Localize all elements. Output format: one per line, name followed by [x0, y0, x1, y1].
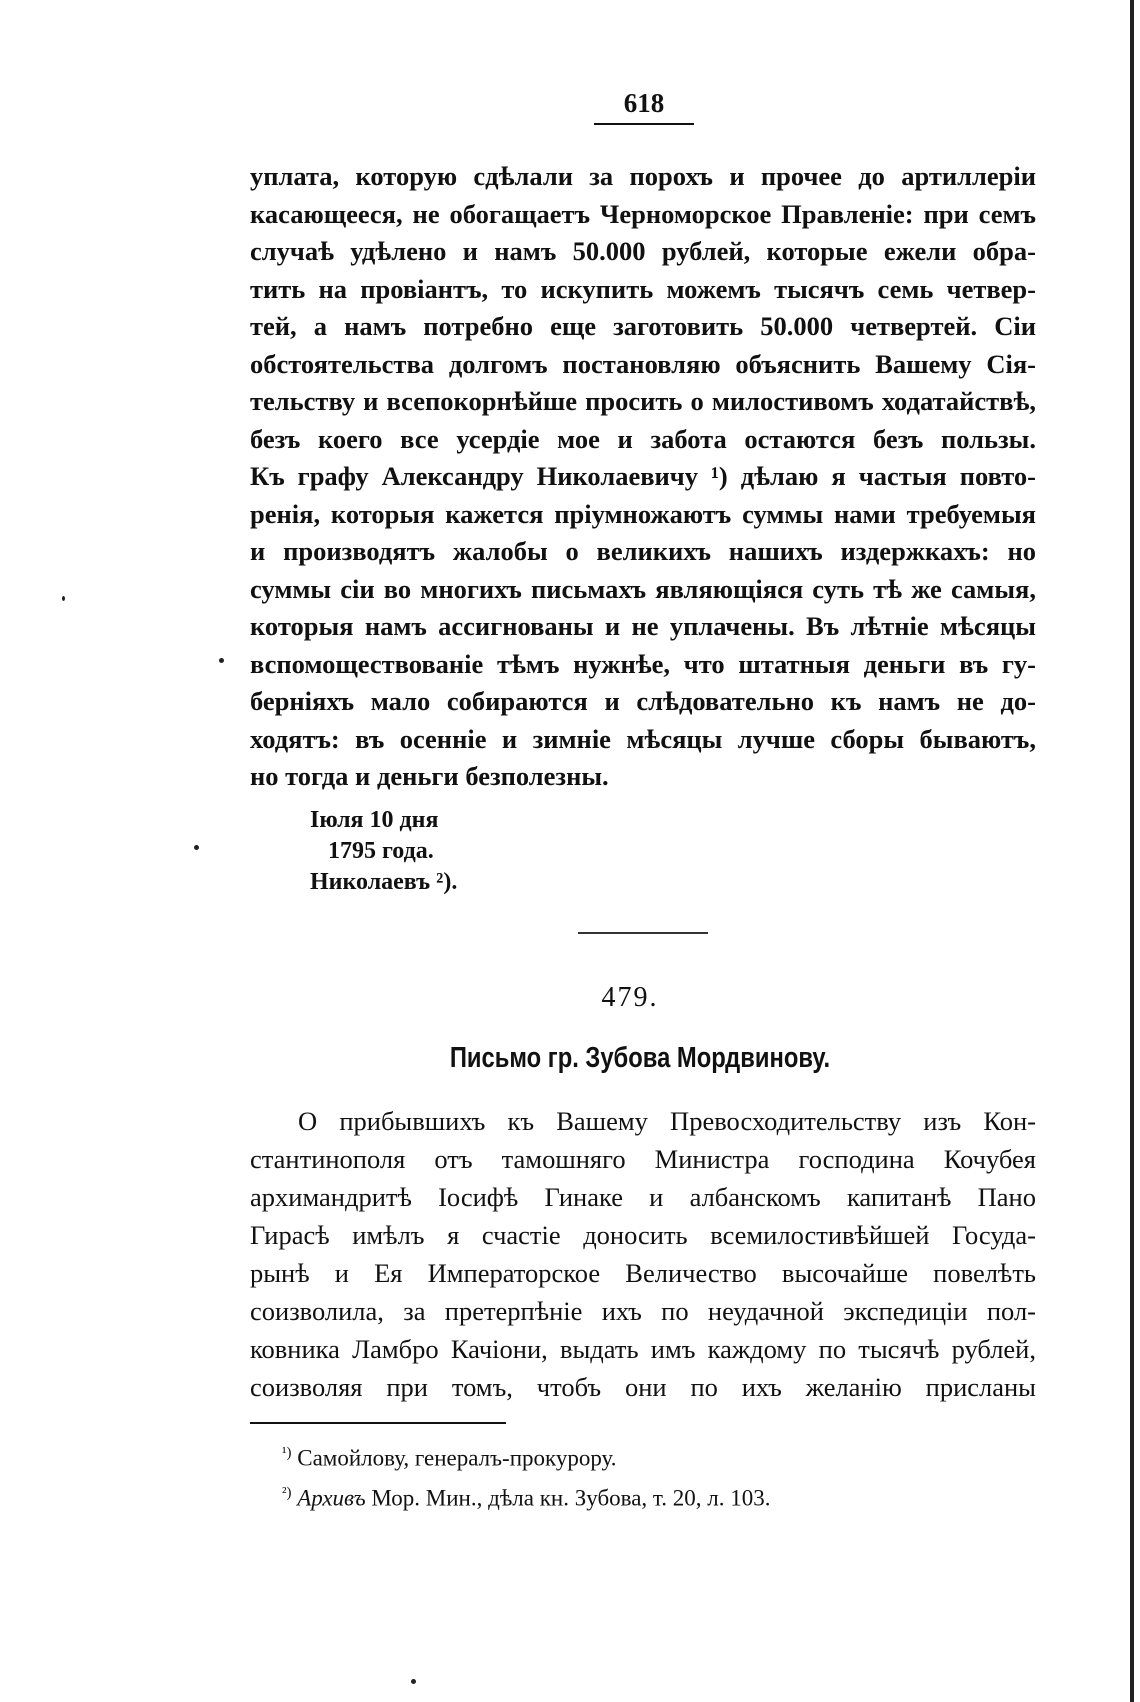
letter-signature: [310, 805, 457, 898]
text-line: случаѣ удѣлено и намъ 50.000 рублей, которые ежели обра-: [250, 236, 1036, 266]
footnote-mark: ¹): [282, 1445, 292, 1461]
footnote-mark: ²): [282, 1484, 292, 1501]
print-speck: [62, 596, 65, 601]
section-separator: [578, 932, 708, 934]
text-line: ходятъ: въ осенніе и зимніе мѣсяцы лучше сборы бываютъ,: [250, 723, 1036, 754]
signature-date: Іюля 10 дня: [310, 807, 439, 833]
text-line: Къ графу Александру Николаевичу ¹) дѣлаю я частыя повто-: [250, 461, 1036, 491]
text-line: соизволила, за претерпѣніе ихъ по неудачной экспедиціи пол-: [250, 1296, 1036, 1326]
text-line: касающееся, не обогащаетъ Черноморское Правленіе: при семъ: [250, 198, 1036, 229]
text-line: ковника Ламбро Качіони, выдать имъ каждому по тысячѣ рублей,: [250, 1334, 1036, 1364]
document-title: Письмо гр. Зубова Мордвинову.: [449, 1042, 831, 1074]
text-line: обстоятельства долгомъ постановляю объяснить Вашему Сія-: [250, 348, 1036, 379]
text-line: ренія, которыя кажется пріумножаютъ суммы нами требуемыя: [250, 498, 1036, 529]
text-line: тельству и всепокорнѣйше просить о милостивомъ ходатайствѣ,: [250, 386, 1036, 416]
print-speck: [411, 1679, 416, 1684]
text-line: но тогда и деньги безполезны.: [250, 761, 609, 791]
text-line: О прибывшихъ къ Вашему Превосходительству изъ Кон-: [298, 1106, 1036, 1136]
footnote-1: [282, 1436, 770, 1476]
document-number: 479.: [601, 982, 659, 1013]
text-line: соизволяя при томъ, чтобъ они по ихъ желанію присланы: [250, 1372, 1036, 1402]
signature-place: Николаевъ ²).: [310, 869, 458, 895]
page-number: 618: [623, 88, 665, 118]
signature-year: 1795 года.: [328, 838, 434, 864]
text-line: тей, а намъ потребно еще заготовить 50.000 четвертей. Сіи: [250, 311, 1036, 341]
text-line: безъ коего все усердіе мое и забота остаются безъ пользы.: [250, 423, 1036, 454]
text-line: суммы сіи во многихъ письмахъ являющіяся суть тѣ же самыя,: [250, 573, 1036, 604]
print-speck: [194, 845, 199, 850]
page-number-rule: [594, 123, 694, 125]
text-line: и производятъ жалобы о великихъ нашихъ издержкахъ: но: [250, 536, 1036, 566]
letter-text: [250, 1102, 1036, 1406]
text-line: уплата, которую сдѣлали за порохъ и прочее до артиллеріи: [250, 161, 1036, 191]
text-line: берніяхъ мало собираются и слѣдовательно къ намъ не до-: [250, 686, 1036, 716]
text-line: тить на провіантъ, то искупить можемъ тысячъ семь четвер-: [250, 273, 1036, 304]
text-line: архимандритѣ Іосифѣ Гинаке и албанскомъ капитанѣ Пано: [250, 1182, 1036, 1212]
page-edge-line: [1130, 0, 1134, 1702]
footnote-rule: [250, 1422, 506, 1424]
text-line: рынѣ и Ея Императорское Величество высочайше повелѣть: [250, 1258, 1036, 1288]
footnote-text: Самойлову, генералъ-прокурору.: [297, 1445, 617, 1471]
text-line: Гирасѣ имѣлъ я счастіе доносить всемилостивѣйшей Госуда-: [250, 1220, 1036, 1250]
text-line: которыя намъ ассигнованы и не уплачены. Въ лѣтніе мѣсяцы: [250, 611, 1036, 641]
footnote-text: Мор. Мин., дѣла кн. Зубова, т. 20, л. 103.: [371, 1485, 771, 1511]
footnotes: [282, 1436, 770, 1515]
text-line: стантинополя отъ тамошняго Министра господина Кочубея: [250, 1144, 1036, 1174]
continued-letter-text: [250, 158, 1036, 796]
footnote-italic: Архивъ: [297, 1485, 366, 1511]
footnote-2: [282, 1476, 770, 1516]
text-line: вспомоществованіе тѣмъ нужнѣе, что штатныя деньги въ гу-: [250, 648, 1036, 679]
print-speck: [219, 658, 224, 663]
